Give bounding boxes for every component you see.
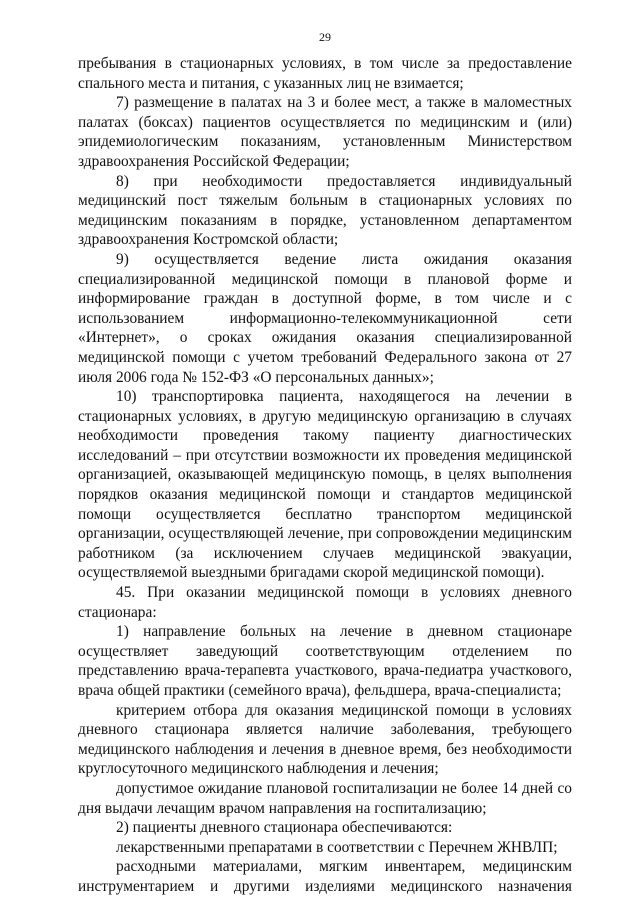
paragraph: 7) размещение в палатах на 3 и более мест, а также в маломестных палатах (боксах) пациентов осуществляется по медицинским и (или) эпидемиологическим показаниям, установленным Министерством здравоохранения Российской Федерации; [78,94,572,170]
paragraph: расходными материалами, мягким инвентарем, медицинским инструментарием и другими изделиями медицинского назначения [78,858,572,895]
document-body [78,54,572,897]
page-number: 29 [319,30,331,44]
paragraph: 45. При оказании медицинской помощи в условиях дневного стационара: [78,584,572,621]
paragraph: пребывания в стационарных условиях, в том числе за предоставление спального места и питания, с указанных лиц не взимается; [78,55,572,92]
paragraph: 1) направление больных на лечение в дневном стационаре осуществляет заведующий соответствующим отделением по представлению врача-терапевта участкового, врача-педиатра участкового, врача общей практики (семейного врача), фельдшера, врача-специалиста; [78,623,572,699]
paragraph: 8) при необходимости предоставляется индивидуальный медицинский пост тяжелым больным в стационарных условиях по медицинским показаниям в порядке, установленном департаментом здравоохранения Костромской области; [78,172,572,249]
paragraph: 9) осуществляется ведение листа ожидания оказания специализированной медицинской помощи в плановой форме и информирование граждан в доступной форме, в том числе и с использованием информационно-телекоммуникационной сети «Интернет», о сроках ожидания оказания специализированной медицинской помощи с учетом требований Федерального закона от 27 июля 2006 года № 152-ФЗ «О персональных данных»; [78,250,572,386]
paragraph: критерием отбора для оказания медицинской помощи в условиях дневного стационара является наличие заболевания, требующего медицинского наблюдения и лечения в дневное время, без необходимости круглосуточного медицинского наблюдения и лечения; [78,701,572,778]
paragraph: лекарственными препаратами в соответствии с Перечнем ЖНВЛП; [116,838,558,856]
paragraph: допустимое ожидание плановой госпитализации не более 14 дней со дня выдачи лечащим врачом направления на госпитализацию; [78,779,572,817]
paragraph: 2) пациенты дневного стационара обеспечиваются: [116,819,453,837]
paragraph: 10) транспортировка пациента, находящегося на лечении в стационарных условиях, в другую медицинскую организацию в случаях необходимости проведения такому пациенту диагностических исследований – при отсутствии возможности их проведения медицинской организацией, оказывающей медицинскую помощь, в целях выполнения порядков оказания медицинской помощи и стандартов медицинской помощи осуществляется бесплатно транспортом медицинской организации, осуществляющей лечение, при сопровождении медицинским работником (за исключением случаев медицинской эвакуации, осуществляемой выездными бригадами скорой медицинской помощи). [78,388,572,582]
